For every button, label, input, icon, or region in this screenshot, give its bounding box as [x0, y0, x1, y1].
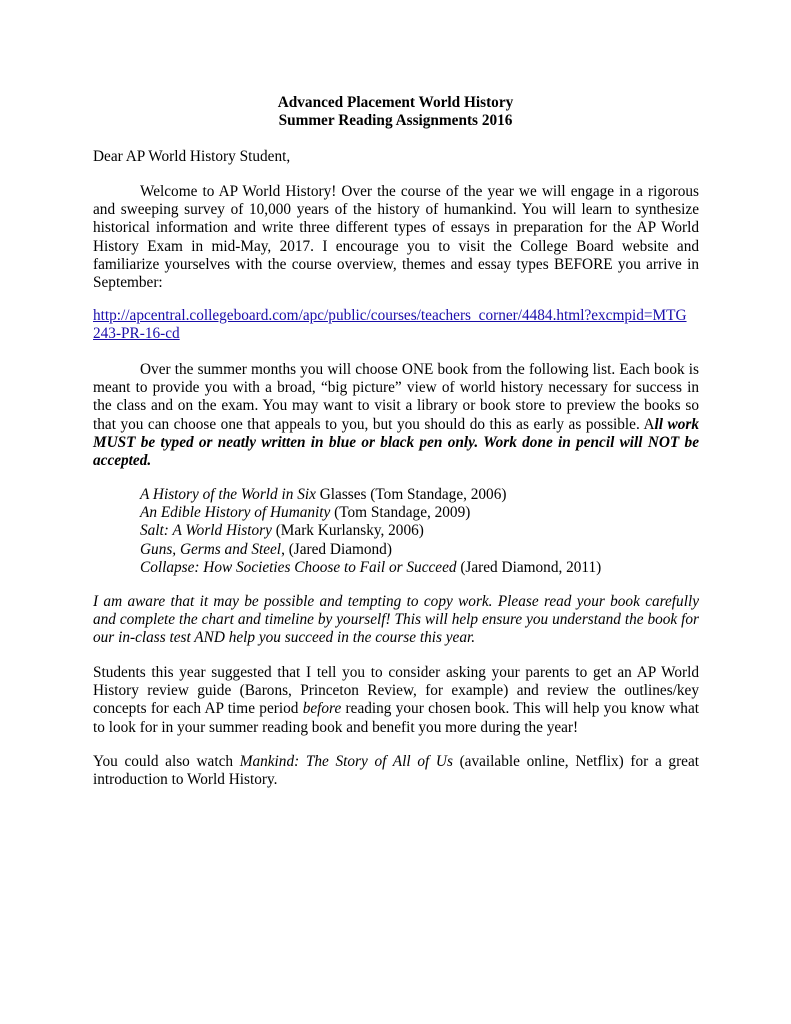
book-list	[93, 486, 699, 577]
book-details: (Mark Kurlansky, 2006)	[271, 522, 424, 540]
book-details: (Tom Standage, 2009)	[330, 504, 471, 522]
college-board-link[interactable]	[93, 307, 699, 343]
list-item	[93, 504, 699, 522]
review-guide-paragraph	[93, 664, 699, 737]
book-title: Guns, Germs and Steel	[140, 540, 282, 558]
closing-text-start: You could also watch	[93, 753, 240, 770]
document-title: Advanced Placement World History	[277, 94, 514, 111]
closing-text-end: (available online, Netflix) for a great introduction to World History.	[93, 753, 699, 789]
list-item	[93, 541, 699, 559]
books-intro-paragraph	[93, 361, 699, 470]
copying-warning-text: I am aware that it may be possible and tempting to copy work. Please read your book carefully and complete the chart and timeline by yourself! This will help ensure you understand the book for our in-class test AND help you succeed in the course this year.	[93, 593, 699, 647]
book-details: Glasses (Tom Standage, 2006)	[315, 486, 507, 503]
book-title: An Edible History of Humanity	[140, 504, 331, 522]
intro-paragraph: Welcome to AP World History! Over the course of the year we will engage in a rigorous and sweeping survey of 10,000 years of the history of humankind. You will learn to synthesize historical information and write three different types of essays in preparation for the AP World History Exam in mid-May, 2017. I encourage you to visit the College Board website and familiarize yourselves with the course overview, themes and essay types BEFORE you arrive in September:	[93, 183, 699, 292]
link-line-1[interactable]: http://apcentral.collegeboard.com/apc/public/courses/teachers_corner/4484.html?excmpid=MTG	[93, 307, 687, 324]
link-line-2[interactable]: 243-PR-16-cd	[93, 325, 180, 343]
closing-paragraph	[93, 753, 699, 789]
review-text-start: Students this year suggested that I tell you to consider asking your parents to get an AP World History review guide (Barons, Princeton Review, for example) and review the outlines/key concepts for each AP time period	[93, 664, 699, 718]
copying-warning-paragraph	[93, 593, 699, 648]
document-subtitle: Summer Reading Assignments 2016	[278, 112, 513, 129]
list-item	[93, 486, 699, 504]
work-requirement-emphasis: ll work MUST be typed or neatly written in blue or black pen only. Work done in pencil will NOT be accepted.	[93, 415, 699, 470]
list-item	[93, 559, 699, 577]
review-text-end: reading your chosen book. This will help you know what to look for in your summer reading book and benefit you more during the year!	[93, 700, 699, 736]
book-title: A History of the World in Six	[140, 486, 316, 503]
book-title: Salt: A World History	[140, 522, 272, 540]
book-details: (Jared Diamond, 2011)	[456, 558, 602, 576]
book-details: , (Jared Diamond)	[281, 540, 392, 558]
books-intro-text: Over the summer months you will choose ONE book from the following list. Each book is meant to provide you with a broad, “big picture” view of world history necessary for success in the class and on the exam. You may want to visit a library or book store to preview the books so that you can choose one that appeals to you, but you should do this as early as possible. A	[93, 361, 699, 433]
documentary-title: Mankind: The Story of All of Us	[239, 753, 453, 770]
review-emphasis: before	[302, 700, 342, 718]
salutation: Dear AP World History Student,	[93, 148, 291, 165]
book-title: Collapse: How Societies Choose to Fail or Succeed	[140, 558, 457, 576]
list-item	[93, 522, 699, 540]
